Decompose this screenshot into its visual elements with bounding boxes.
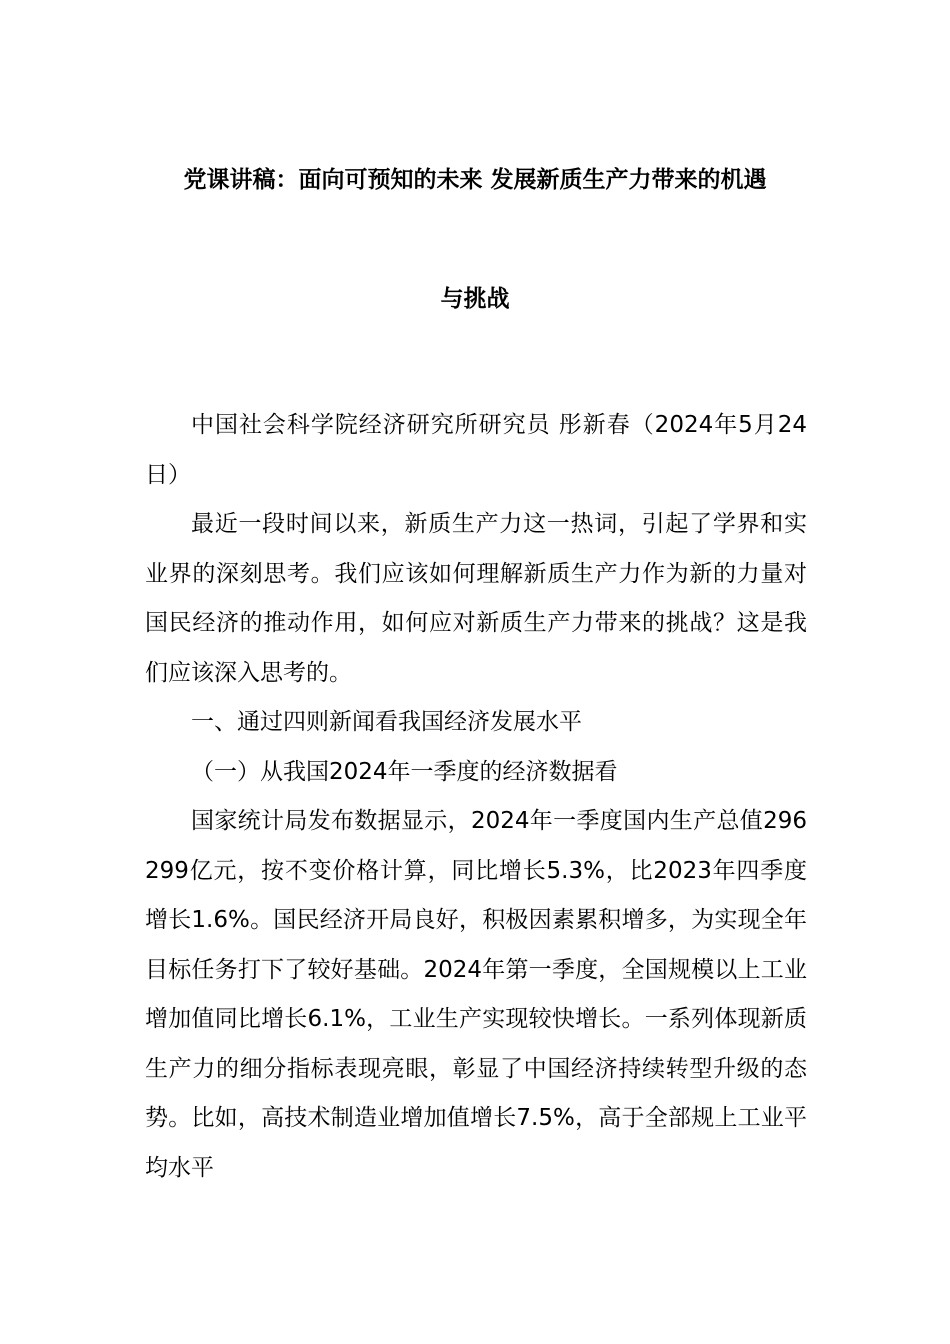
author-line: 中国社会科学院经济研究所研究员 彤新春（2024年5月24日）: [145, 412, 807, 488]
document-title-line-2: 与挑战: [440, 286, 510, 312]
document-title-line-1: 党课讲稿：面向可预知的未来 发展新质生产力带来的机遇: [183, 167, 767, 193]
subsection-heading-1: （一）从我国2024年一季度的经济数据看: [191, 758, 618, 785]
paragraph-economic-data: 国家统计局发布数据显示，2024年一季度国内生产总值296299亿元，按不变价格计算，同比增长5.3%，比2023年四季度增长1.6%。国民经济开局良好，积极因素累积增多，为实现全年目标任务打下了较好基础。2024年第一季度，全国规模以上工业增加值同比增长6.1%，工业生产实现较快增长。一系列体现新质生产力的细分指标表现亮眼，彰显了中国经济持续转型升级的态势。比如，高技术制造业增加值增长7.5%，高于全部规上工业平均水平: [145, 808, 807, 1181]
section-heading-1: 一、通过四则新闻看我国经济发展水平: [191, 709, 582, 735]
paragraph-intro: 最近一段时间以来，新质生产力这一热词，引起了学界和实业界的深刻思考。我们应该如何理解新质生产力作为新的力量对国民经济的推动作用，如何应对新质生产力带来的挑战？这是我们应该深入思考的。: [145, 511, 807, 686]
document-body: [145, 401, 807, 1193]
